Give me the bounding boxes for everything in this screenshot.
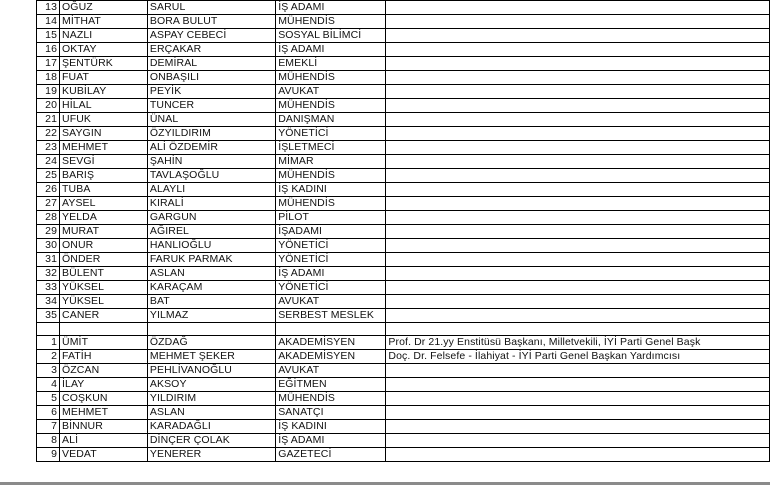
table-row bbox=[37, 225, 770, 239]
note-cell[interactable] bbox=[386, 197, 770, 211]
note-cell[interactable]: Doç. Dr. Felsefe - İlahiyat - İYİ Parti Genel Başkan Yardımcısı bbox=[386, 350, 770, 364]
table-row bbox=[37, 350, 770, 364]
profession-cell[interactable]: AKADEMİSYEN bbox=[276, 336, 386, 350]
table-row bbox=[37, 141, 770, 155]
last-name-cell[interactable]: BORA BULUT bbox=[147, 15, 275, 29]
first-name-cell[interactable]: ÖNDER bbox=[60, 253, 148, 267]
table-row bbox=[37, 169, 770, 183]
note-cell[interactable] bbox=[386, 225, 770, 239]
note-cell[interactable] bbox=[386, 113, 770, 127]
first-name-cell[interactable]: ÜMİT bbox=[60, 336, 148, 350]
first-name-cell[interactable]: OĞUZ bbox=[60, 1, 148, 15]
table-row bbox=[37, 336, 770, 350]
note-cell[interactable] bbox=[386, 434, 770, 448]
empty-cell[interactable] bbox=[37, 323, 60, 336]
note-cell[interactable] bbox=[386, 1, 770, 15]
row-number-cell[interactable]: 30 bbox=[37, 239, 60, 253]
note-cell[interactable] bbox=[386, 71, 770, 85]
member-table bbox=[36, 0, 770, 462]
row-number-cell[interactable]: 13 bbox=[37, 1, 60, 15]
last-name-cell[interactable]: PEYİK bbox=[147, 85, 275, 99]
table-row bbox=[37, 420, 770, 434]
note-cell[interactable] bbox=[386, 211, 770, 225]
last-name-cell[interactable]: YILMAZ bbox=[147, 309, 275, 323]
first-name-cell[interactable]: FUAT bbox=[60, 71, 148, 85]
first-name-cell[interactable]: KUBİLAY bbox=[60, 85, 148, 99]
row-number-cell[interactable]: 25 bbox=[37, 169, 60, 183]
note-cell[interactable] bbox=[386, 29, 770, 43]
profession-cell[interactable]: MİMAR bbox=[276, 155, 386, 169]
profession-cell[interactable]: GAZETECİ bbox=[276, 448, 386, 462]
profession-cell[interactable]: DANIŞMAN bbox=[276, 113, 386, 127]
note-cell[interactable] bbox=[386, 378, 770, 392]
first-name-cell[interactable]: UFUK bbox=[60, 113, 148, 127]
table-row bbox=[37, 281, 770, 295]
last-name-cell[interactable]: FARUK PARMAK bbox=[147, 253, 275, 267]
last-name-cell[interactable]: DEMİRAL bbox=[147, 57, 275, 71]
row-number-cell[interactable]: 27 bbox=[37, 197, 60, 211]
note-cell[interactable] bbox=[386, 239, 770, 253]
profession-cell[interactable]: YÖNETİCİ bbox=[276, 281, 386, 295]
row-number-cell[interactable]: 4 bbox=[37, 378, 60, 392]
last-name-cell[interactable]: TAVLAŞOĞLU bbox=[147, 169, 275, 183]
note-cell[interactable] bbox=[386, 448, 770, 462]
note-cell[interactable] bbox=[386, 281, 770, 295]
last-name-cell[interactable]: MEHMET ŞEKER bbox=[147, 350, 275, 364]
empty-cell[interactable] bbox=[386, 323, 770, 336]
last-name-cell[interactable]: BAT bbox=[147, 295, 275, 309]
profession-cell[interactable]: SANATÇI bbox=[276, 406, 386, 420]
table-row bbox=[37, 155, 770, 169]
last-name-cell[interactable]: TUNCER bbox=[147, 99, 275, 113]
last-name-cell[interactable]: DİNÇER ÇOLAK bbox=[147, 434, 275, 448]
profession-cell[interactable]: MÜHENDİS bbox=[276, 71, 386, 85]
table-row bbox=[37, 211, 770, 225]
profession-cell[interactable]: SERBEST MESLEK bbox=[276, 309, 386, 323]
last-name-cell[interactable]: ASLAN bbox=[147, 267, 275, 281]
profession-cell[interactable]: MÜHENDİS bbox=[276, 169, 386, 183]
profession-cell[interactable]: İŞ ADAMI bbox=[276, 267, 386, 281]
table-row bbox=[37, 29, 770, 43]
table-row bbox=[37, 57, 770, 71]
profession-cell[interactable]: EMEKLİ bbox=[276, 57, 386, 71]
first-name-cell[interactable]: YÜKSEL bbox=[60, 281, 148, 295]
row-number-cell[interactable]: 23 bbox=[37, 141, 60, 155]
note-cell[interactable] bbox=[386, 406, 770, 420]
first-name-cell[interactable]: NAZLI bbox=[60, 29, 148, 43]
table-row bbox=[37, 253, 770, 267]
profession-cell[interactable]: EĞİTMEN bbox=[276, 378, 386, 392]
note-cell[interactable] bbox=[386, 267, 770, 281]
last-name-cell[interactable]: ALİ ÖZDEMİR bbox=[147, 141, 275, 155]
row-number-cell[interactable]: 14 bbox=[37, 15, 60, 29]
first-name-cell[interactable]: YÜKSEL bbox=[60, 295, 148, 309]
empty-cell[interactable] bbox=[147, 323, 275, 336]
last-name-cell[interactable]: GARGUN bbox=[147, 211, 275, 225]
row-number-cell[interactable]: 32 bbox=[37, 267, 60, 281]
first-name-cell[interactable]: ŞENTÜRK bbox=[60, 57, 148, 71]
first-name-cell[interactable]: BİNNUR bbox=[60, 420, 148, 434]
profession-cell[interactable]: İŞLETMECİ bbox=[276, 141, 386, 155]
table-row bbox=[37, 295, 770, 309]
first-name-cell[interactable]: HİLAL bbox=[60, 99, 148, 113]
row-number-cell[interactable]: 3 bbox=[37, 364, 60, 378]
note-cell[interactable] bbox=[386, 364, 770, 378]
table-row bbox=[37, 239, 770, 253]
first-name-cell[interactable]: ONUR bbox=[60, 239, 148, 253]
last-name-cell[interactable]: SARUL bbox=[147, 1, 275, 15]
last-name-cell[interactable]: HANLIOĞLU bbox=[147, 239, 275, 253]
empty-cell[interactable] bbox=[60, 323, 148, 336]
note-cell[interactable] bbox=[386, 127, 770, 141]
first-name-cell[interactable]: COŞKUN bbox=[60, 392, 148, 406]
row-number-cell[interactable]: 33 bbox=[37, 281, 60, 295]
last-name-cell[interactable]: ONBAŞILI bbox=[147, 71, 275, 85]
row-number-cell[interactable]: 28 bbox=[37, 211, 60, 225]
note-cell[interactable] bbox=[386, 392, 770, 406]
table-row bbox=[37, 71, 770, 85]
first-name-cell[interactable]: ÖZCAN bbox=[60, 364, 148, 378]
profession-cell[interactable]: MÜHENDİS bbox=[276, 15, 386, 29]
profession-cell[interactable]: YÖNETİCİ bbox=[276, 127, 386, 141]
table-row bbox=[37, 99, 770, 113]
table-row bbox=[37, 15, 770, 29]
profession-cell[interactable]: AVUKAT bbox=[276, 295, 386, 309]
note-cell[interactable] bbox=[386, 99, 770, 113]
last-name-cell[interactable]: PEHLİVANOĞLU bbox=[147, 364, 275, 378]
table-row bbox=[37, 127, 770, 141]
row-number-cell[interactable]: 9 bbox=[37, 448, 60, 462]
table-row bbox=[37, 183, 770, 197]
row-number-cell[interactable]: 16 bbox=[37, 43, 60, 57]
table-row bbox=[37, 434, 770, 448]
blank-row bbox=[37, 323, 770, 336]
profession-cell[interactable]: İŞ ADAMI bbox=[276, 1, 386, 15]
last-name-cell[interactable]: ŞAHİN bbox=[147, 155, 275, 169]
profession-cell[interactable]: İŞADAMI bbox=[276, 225, 386, 239]
first-name-cell[interactable]: CANER bbox=[60, 309, 148, 323]
note-cell[interactable] bbox=[386, 183, 770, 197]
last-name-cell[interactable]: ASLAN bbox=[147, 406, 275, 420]
first-name-cell[interactable]: MEHMET bbox=[60, 141, 148, 155]
profession-cell[interactable]: MÜHENDİS bbox=[276, 99, 386, 113]
table-row bbox=[37, 378, 770, 392]
profession-cell[interactable]: AKADEMİSYEN bbox=[276, 350, 386, 364]
table-row bbox=[37, 406, 770, 420]
profession-cell[interactable]: YÖNETİCİ bbox=[276, 239, 386, 253]
first-name-cell[interactable]: TUBA bbox=[60, 183, 148, 197]
last-name-cell[interactable]: ASPAY CEBECİ bbox=[147, 29, 275, 43]
last-name-cell[interactable]: YENERER bbox=[147, 448, 275, 462]
first-name-cell[interactable]: ALİ bbox=[60, 434, 148, 448]
first-name-cell[interactable]: İLAY bbox=[60, 378, 148, 392]
profession-cell[interactable]: AVUKAT bbox=[276, 364, 386, 378]
empty-cell[interactable] bbox=[276, 323, 386, 336]
row-number-cell[interactable]: 7 bbox=[37, 420, 60, 434]
note-cell[interactable] bbox=[386, 155, 770, 169]
last-name-cell[interactable]: KARAÇAM bbox=[147, 281, 275, 295]
table-row bbox=[37, 197, 770, 211]
last-name-cell[interactable]: ÜNAL bbox=[147, 113, 275, 127]
note-cell[interactable] bbox=[386, 15, 770, 29]
profession-cell[interactable]: MÜHENDİS bbox=[276, 392, 386, 406]
profession-cell[interactable]: MÜHENDİS bbox=[276, 197, 386, 211]
note-cell[interactable]: Prof. Dr 21.yy Enstitüsü Başkanı, Milletvekili, İYİ Parti Genel Başk bbox=[386, 336, 770, 350]
profession-cell[interactable]: İŞ KADINI bbox=[276, 183, 386, 197]
profession-cell[interactable]: İŞ KADINI bbox=[276, 420, 386, 434]
row-number-cell[interactable]: 22 bbox=[37, 127, 60, 141]
table-row bbox=[37, 267, 770, 281]
first-name-cell[interactable]: MURAT bbox=[60, 225, 148, 239]
profession-cell[interactable]: AVUKAT bbox=[276, 85, 386, 99]
table-row bbox=[37, 392, 770, 406]
first-name-cell[interactable]: FATİH bbox=[60, 350, 148, 364]
table-row bbox=[37, 113, 770, 127]
row-number-cell[interactable]: 20 bbox=[37, 99, 60, 113]
last-name-cell[interactable]: ERÇAKAR bbox=[147, 43, 275, 57]
table-row bbox=[37, 85, 770, 99]
row-number-cell[interactable]: 35 bbox=[37, 309, 60, 323]
row-number-cell[interactable]: 2 bbox=[37, 350, 60, 364]
first-name-cell[interactable]: SEVGİ bbox=[60, 155, 148, 169]
row-number-cell[interactable]: 29 bbox=[37, 225, 60, 239]
note-cell[interactable] bbox=[386, 85, 770, 99]
row-number-cell[interactable]: 8 bbox=[37, 434, 60, 448]
row-number-cell[interactable]: 24 bbox=[37, 155, 60, 169]
first-name-cell[interactable]: MEHMET bbox=[60, 406, 148, 420]
profession-cell[interactable]: İŞ ADAMI bbox=[276, 434, 386, 448]
row-number-cell[interactable]: 6 bbox=[37, 406, 60, 420]
note-cell[interactable] bbox=[386, 141, 770, 155]
row-number-cell[interactable]: 5 bbox=[37, 392, 60, 406]
last-name-cell[interactable]: KIRALİ bbox=[147, 197, 275, 211]
first-name-cell[interactable]: SAYGIN bbox=[60, 127, 148, 141]
first-name-cell[interactable]: VEDAT bbox=[60, 448, 148, 462]
first-name-cell[interactable]: BARIŞ bbox=[60, 169, 148, 183]
last-name-cell[interactable]: ALAYLI bbox=[147, 183, 275, 197]
row-number-cell[interactable]: 1 bbox=[37, 336, 60, 350]
row-number-cell[interactable]: 15 bbox=[37, 29, 60, 43]
note-cell[interactable] bbox=[386, 420, 770, 434]
first-name-cell[interactable]: AYSEL bbox=[60, 197, 148, 211]
note-cell[interactable] bbox=[386, 169, 770, 183]
last-name-cell[interactable]: ÖZYILDIRIM bbox=[147, 127, 275, 141]
note-cell[interactable] bbox=[386, 43, 770, 57]
row-number-cell[interactable]: 34 bbox=[37, 295, 60, 309]
last-name-cell[interactable]: YILDIRIM bbox=[147, 392, 275, 406]
row-number-cell[interactable]: 17 bbox=[37, 57, 60, 71]
first-name-cell[interactable]: YELDA bbox=[60, 211, 148, 225]
last-name-cell[interactable]: AĞIREL bbox=[147, 225, 275, 239]
first-name-cell[interactable]: BÜLENT bbox=[60, 267, 148, 281]
row-number-cell[interactable]: 19 bbox=[37, 85, 60, 99]
note-cell[interactable] bbox=[386, 295, 770, 309]
table-row bbox=[37, 309, 770, 323]
table-row bbox=[37, 1, 770, 15]
note-cell[interactable] bbox=[386, 253, 770, 267]
table-row bbox=[37, 448, 770, 462]
row-number-cell[interactable]: 21 bbox=[37, 113, 60, 127]
row-number-cell[interactable]: 18 bbox=[37, 71, 60, 85]
last-name-cell[interactable]: AKSOY bbox=[147, 378, 275, 392]
profession-cell[interactable]: YÖNETİCİ bbox=[276, 253, 386, 267]
row-number-cell[interactable]: 26 bbox=[37, 183, 60, 197]
table-row bbox=[37, 364, 770, 378]
first-name-cell[interactable]: OKTAY bbox=[60, 43, 148, 57]
last-name-cell[interactable]: KARADAĞLI bbox=[147, 420, 275, 434]
profession-cell[interactable]: PİLOT bbox=[276, 211, 386, 225]
table-row bbox=[37, 43, 770, 57]
first-name-cell[interactable]: MİTHAT bbox=[60, 15, 148, 29]
note-cell[interactable] bbox=[386, 309, 770, 323]
note-cell[interactable] bbox=[386, 57, 770, 71]
row-number-cell[interactable]: 31 bbox=[37, 253, 60, 267]
last-name-cell[interactable]: ÖZDAĞ bbox=[147, 336, 275, 350]
profession-cell[interactable]: İŞ ADAMI bbox=[276, 43, 386, 57]
profession-cell[interactable]: SOSYAL BİLİMCİ bbox=[276, 29, 386, 43]
